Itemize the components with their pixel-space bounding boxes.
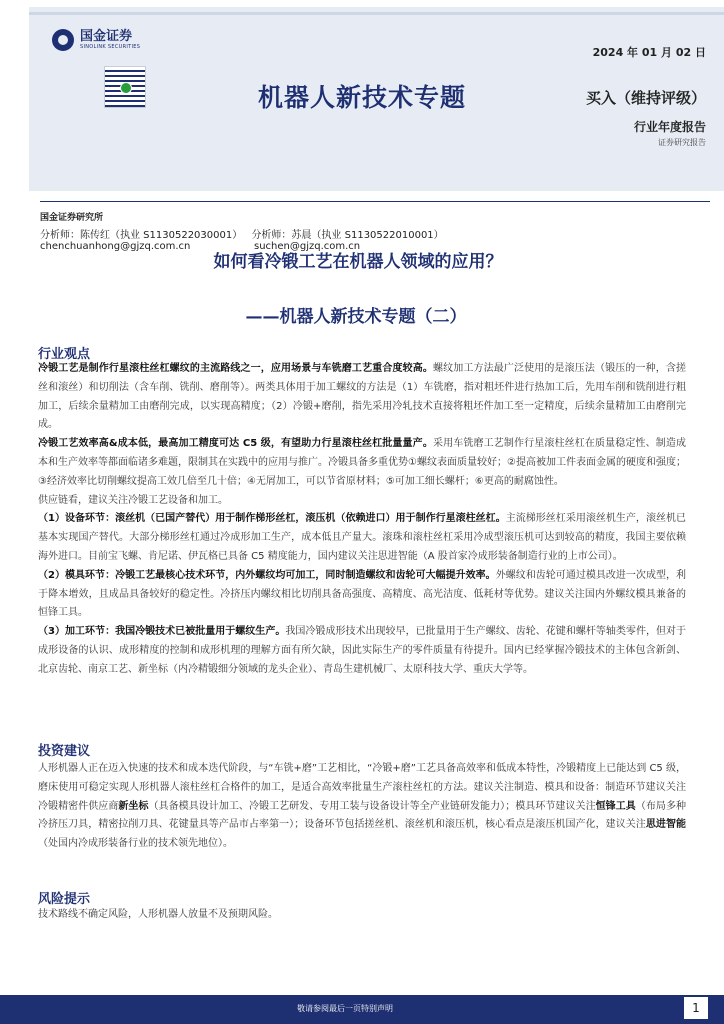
investment-paragraph: 人形机器人正在迈入快速的技术和成本迭代阶段，与“车铣+磨”工艺相比，“冷锻+磨”工艺具备高效率和低成本特性，冷锻精度上已能达到 C5 级，磨床使用可稳定实现人形机器人滚柱丝杠合格件的加工，是适合高效率批量生产滚柱丝杠的方法。建议关注制造、模具和设备：制造环节建议关注冷锻精密件供应商新坐标（具备模具设计加工、冷锻工艺研发、专用工装与设备设计等全产业链研发能力）；模具环节建议关注恒锋工具（布局多种冷挤压刀具，精密拉削刀具、花键量具等产品市占率第一）；设备环节包括搓丝机、滚丝机和滚压机，核心看点是滚压机国产化，建议关注思进智能（处国内冷成形装备行业的技术领先地位）。 (38, 763, 686, 850)
risk-paragraph: 技术路线不确定风险，人形机器人放量不及预期风险。 (38, 909, 278, 920)
analyst-1-email[interactable]: chenchuanhong@gjzq.com.cn (40, 241, 191, 252)
page-footer (0, 995, 724, 1024)
company-logo (52, 29, 140, 51)
viewpoint-heading: 行业观点 (38, 347, 91, 362)
analyst-line (40, 226, 450, 241)
viewpoint-paragraph-3: 供应链看，建议关注冷锻工艺设备和加工。 (38, 494, 228, 506)
qr-center-icon (120, 82, 132, 94)
report-type: 行业年度报告 (633, 120, 706, 134)
header-strip (29, 12, 724, 15)
page-number: 1 (684, 997, 708, 1019)
document-title: 如何看冷锻工艺在机器人领域的应用？ (213, 252, 503, 272)
author-divider (40, 201, 710, 202)
viewpoint-paragraph-6: （3）加工环节：我国冷锻技术已被批量用于螺纹生产。我国冷锻成形技术出现较早，已批量用于生产螺纹、齿轮、花键和螺杆等轴类零件，但对于成形设备的认识、成形精度的控制和成形机理的理解方面有所欠缺，因此实际生产的零件质量有待提升。国内已经掌握冷锻技术的主体包含新剑、北京齿轮、南京工艺、新坐标（内冷精锻细分领域的龙头企业）、青岛生建机械厂、太原科技大学、重庆大学等。 (38, 626, 687, 675)
footer-disclaimer[interactable]: 敬请参阅最后一页特别声明 (297, 1004, 393, 1013)
logo-text-en: SINOLINK SECURITIES (80, 43, 141, 50)
viewpoint-paragraph-2: 冷锻工艺效率高&成本低，最高加工精度可达 C5 级，有望助力行星滚柱丝杠批量量产。采用车铣磨工艺制作行星滚柱丝杠在质量稳定性、制造成本和生产效率等都面临诸多难题，限制其在实践中的应用与推广。冷锻具备多重优势①螺纹表面质量较好；②提高被加工件表面金属的硬度和强度；③经济效率比切削螺纹提高工效几倍至几十倍；④无屑加工，可以节省原材料；⑤可加工细长螺杆；⑥更高的耐腐蚀性。 (38, 438, 687, 487)
analyst-1: 分析师：陈传红（执业 S1130522030001） (40, 230, 243, 241)
qr-code-icon (104, 66, 146, 108)
viewpoint-body (38, 360, 686, 680)
logo-text-cn: 国金证券 (80, 28, 133, 44)
rating-badge: 买入（维持评级） (585, 89, 706, 107)
analyst-2-email[interactable]: suchen@gjzq.com.cn (254, 241, 361, 252)
research-institute: 国金证券研究所 (40, 213, 104, 223)
risk-heading: 风险提示 (38, 892, 91, 907)
viewpoint-paragraph-4: （1）设备环节：滚丝机（已国产替代）用于制作梯形丝杠，滚压机（依赖进口）用于制作行星滚柱丝杠。主流梯形丝杠采用滚丝机生产，滚丝机已基本实现国产替代。大部分梯形丝杠通过冷成形加工生产，成本低且产量大。滚珠和滚柱丝杠采用冷成型滚压机可达到较高的精度，我国主要依赖海外进口。目前宝飞螺、肯尼诺、伊瓦格已具备 C5 精度能力，国内建议关注思进智能（A 股首家冷成形装备制造行业的上市公司）。 (38, 513, 686, 562)
document-subtitle: ——机器人新技术专题（二） (245, 307, 467, 327)
analyst-2: 分析师：苏晨（执业 S1130522010001） (251, 230, 444, 241)
report-subtype: 证券研究报告 (658, 138, 706, 147)
investment-heading: 投资建议 (38, 744, 91, 759)
logo-mark-icon (52, 29, 74, 51)
risk-body (38, 906, 686, 925)
viewpoint-paragraph-5: （2）模具环节：冷锻工艺最核心技术环节，内外螺纹均可加工，同时制造螺纹和齿轮可大幅提升效率。外螺纹和齿轮可通过模具改进一次成型，利于降本增效，且成品具备较好的稳定性。冷挤压内螺纹相比切削具备高强度、高精度、高光洁度、低耗材等优势。建议关注国内外螺纹模具兼备的恒锋工具。 (38, 569, 686, 619)
viewpoint-paragraph-1: 冷锻工艺是制作行星滚柱丝杠螺纹的主流路线之一，应用场景与车铣磨工艺重合度较高。螺纹加工方法最广泛使用的是滚压法（锻压的一种，含搓丝和滚丝）和切削法（含车削、铣削、磨削等）。两类具体用于加工螺纹的方法是（1）车铣磨，指对粗坯件进行热加工后，先用车削和铣削进行粗加工，后续余量精加工由磨削完成，以实现高精度；（2）冷锻+磨削，指先采用冷轧技术直接将粗坯件加工至一定精度，后续余量精加工由磨削完成。 (38, 363, 687, 431)
report-series-title: 机器人新技术专题 (258, 83, 467, 112)
investment-body (38, 760, 686, 854)
report-date: 2024 年 01 月 02 日 (592, 46, 706, 59)
